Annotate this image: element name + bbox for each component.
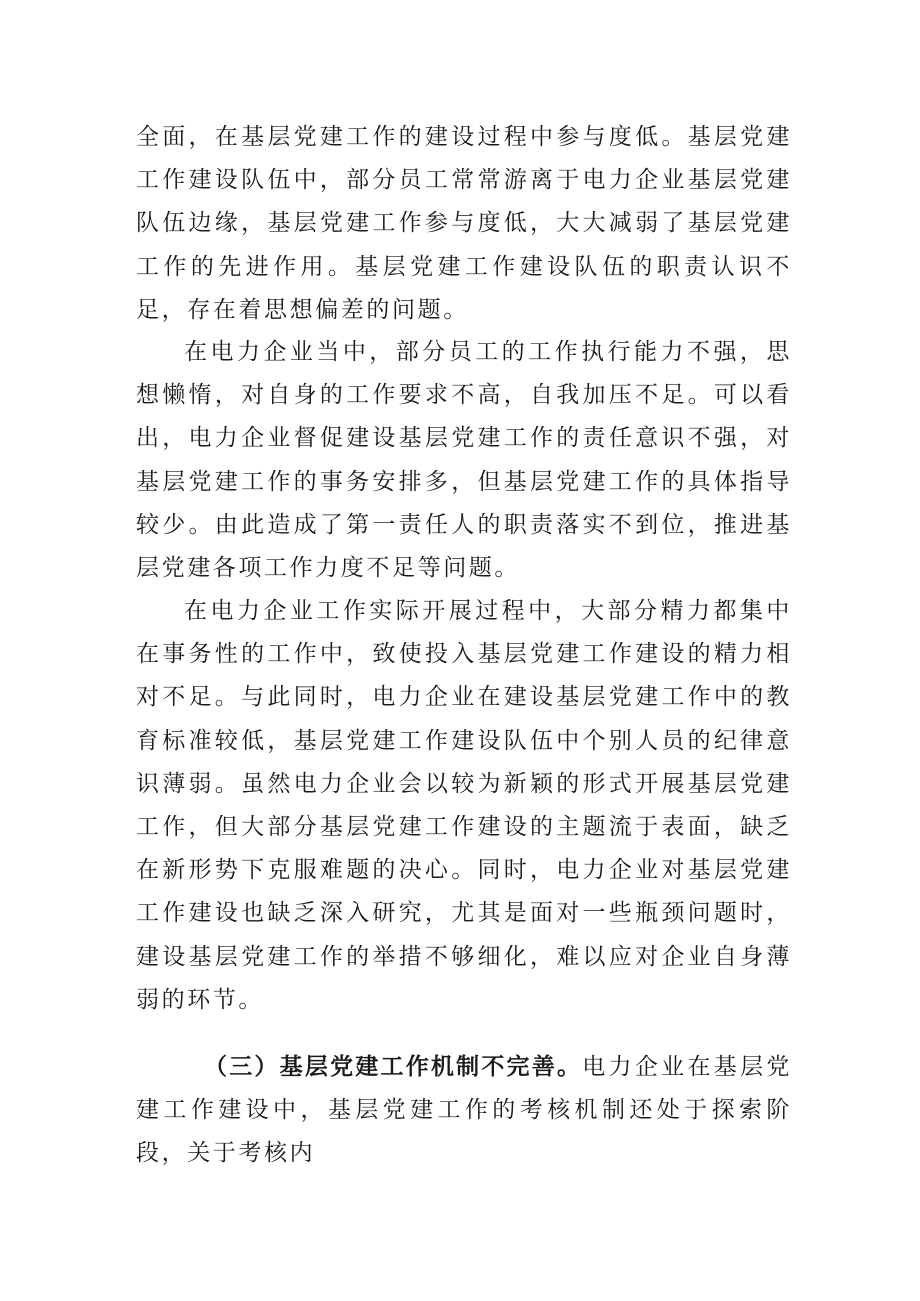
paragraph-3 [136, 590, 792, 1022]
paragraph-1-text: 全面，在基层党建工作的建设过程中参与度低。基层党建工作建设队伍中，部分员工常常游离于电力企业基层党建队伍边缘，基层党建工作参与度低，大大减弱了基层党建工作的先进作用。基层党建工作建设队伍的职责认识不足，存在着思想偏差的问题。 [136, 124, 792, 323]
paragraph-4 [136, 1046, 792, 1176]
paragraph-1 [136, 116, 792, 332]
paragraph-2-text: 在电力企业当中，部分员工的工作执行能力不强，思想懒惰，对自身的工作要求不高，自我加压不足。可以看出，电力企业督促建设基层党建工作的责任意识不强，对基层党建工作的事务安排多，但基层党建工作的具体指导较少。由此造成了第一责任人的职责落实不到位，推进基层党建各项工作力度不足等问题。 [136, 339, 792, 582]
paragraph-4-body: 电力企业在基层党建工作建设中，基层党建工作的考核机制还处于探索阶段，关于考核内 [136, 1054, 792, 1167]
paragraph-4-text [136, 1046, 792, 1176]
section-heading: （三）基层党建工作机制不完善。 [204, 1054, 583, 1080]
paragraph-3-text: 在电力企业工作实际开展过程中，大部分精力都集中在事务性的工作中，致使投入基层党建工作建设的精力相对不足。与此同时，电力企业在建设基层党建工作中的教育标准较低，基层党建工作建设队伍中个别人员的纪律意识薄弱。虽然电力企业会以较为新颖的形式开展基层党建工作，但大部分基层党建工作建设的主题流于表面，缺乏在新形势下克服难题的决心。同时，电力企业对基层党建工作建设也缺乏深入研究，尤其是面对一些瓶颈问题时，建设基层党建工作的举措不够细化，难以应对企业自身薄弱的环节。 [136, 598, 792, 1013]
paragraph-2 [136, 331, 792, 590]
